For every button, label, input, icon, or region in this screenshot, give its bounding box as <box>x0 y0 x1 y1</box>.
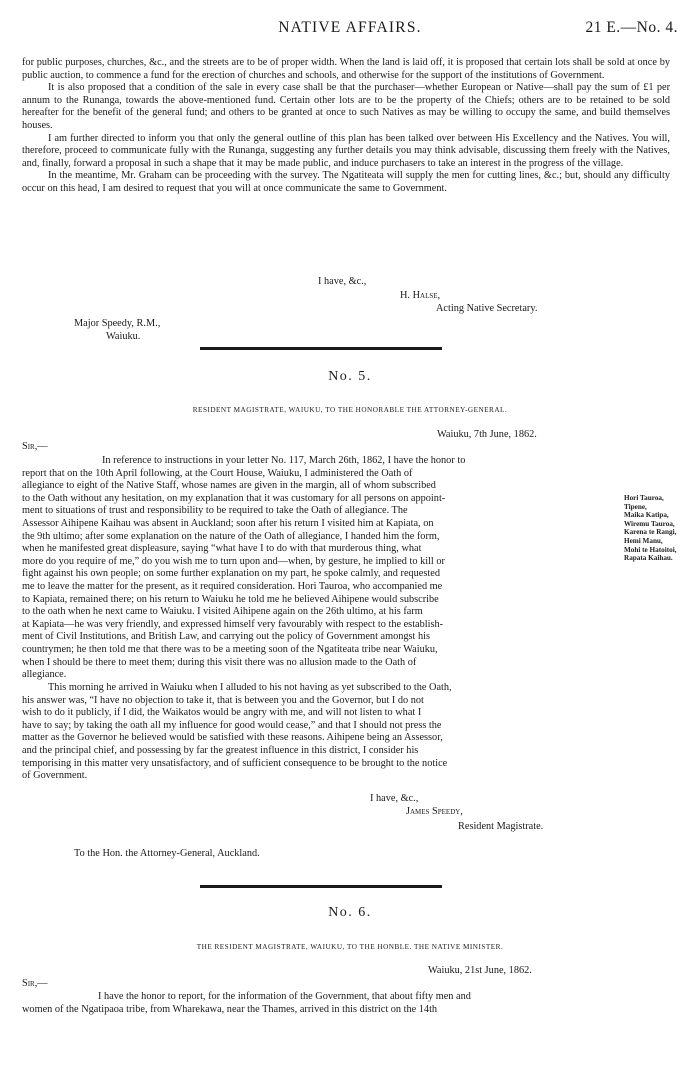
paragraph: I am further directed to inform you that only the general outline of this plan has been talked over between His Excellency and the Natives. You will, therefore, proceed to communicate fully with the Runanga, suggesting any further details you may think advisable, discussing them freely with the Natives, and, finally, forward a proposal in such a shape that it may be made public, and induce purchasers to take an interest in the progress of the village. <box>22 132 670 169</box>
letter-number: No. 6. <box>328 905 372 920</box>
paragraph: It is also proposed that a condition of the sale in every case shall be that the purchaser—whether European or Native—shall pay the sum of £1 per annum to the Runanga, towards the above-mentioned fund. Certain other lots are to be the property of the Chiefs; others are to be retained to be sold hereafter for the benefit of the general fund; and others to be granted at once to such Natives as may be willing to occupy the same, and build themselves houses. <box>22 82 670 131</box>
section-divider <box>200 347 442 350</box>
page-header-number: 21 E.—No. 4. <box>585 19 678 36</box>
text-line: This morning he arrived in Waiuku when I alluded to his not having as yet subscribed to the Oath, <box>48 682 452 693</box>
signer-title: Acting Native Secretary. <box>436 303 538 314</box>
text-line: ment of Civil Institutions, and British Law, and carrying out the policy of Government amongst his <box>22 631 430 643</box>
addressee-place: Waiuku. <box>106 331 141 342</box>
text-line: matter as the Governor he believed would be satisfied with these reasons. Aihipene being an Assessor, <box>22 732 443 744</box>
text-line: to Kapiata, remained there; on his return to Waiuku he told me he believed Aihipene would subscribe <box>22 593 439 605</box>
signer-name: James Speedy, <box>406 806 463 817</box>
text-line: the 9th ultimo; after some explanation on the nature of the Oath of allegiance, I handed him the form, <box>22 530 440 542</box>
text-line: wish to do it publicly, if I did, the Waikatos would be angry with me, and will not listen to what I <box>22 707 422 719</box>
margin-name: Rapata Kaihau. <box>624 554 673 563</box>
letter-4-body <box>22 57 670 196</box>
salutation: Sir,— <box>22 441 48 452</box>
addressee: To the Hon. the Attorney-General, Auckland. <box>74 848 260 859</box>
signer-title: Resident Magistrate. <box>458 821 544 832</box>
place-date: Waiuku, 21st June, 1862. <box>428 965 532 976</box>
page-header-title: NATIVE AFFAIRS. <box>278 19 422 36</box>
text-line: at Kapiata—he was very friendly, and expressed himself very favourably with respect to the establish- <box>22 618 444 630</box>
margin-names <box>624 494 694 563</box>
text-line: ment to situations of trust and responsibility to be required to take the Oath of allegiance. The <box>22 505 408 517</box>
text-line: of Government. <box>22 770 88 782</box>
text-line: me to leave the matter for the present, as it required consideration. Hori Tauroa, who accompanied me <box>22 580 443 592</box>
text-line: fight against his own people; on some further explanation on my part, he spoke calmly, and requested <box>22 568 440 580</box>
letter-route: THE RESIDENT MAGISTRATE, WAIUKU, TO THE HONBLE. THE NATIVE MINISTER. <box>196 943 504 951</box>
place-date: Waiuku, 7th June, 1862. <box>437 429 537 440</box>
salutation: Sir,— <box>22 978 48 989</box>
text-line: In reference to instructions in your letter No. 117, March 26th, 1862, I have the honor to <box>102 455 466 466</box>
addressee-name: Major Speedy, R.M., <box>74 318 161 329</box>
text-line: temporising in this matter very unsatisfactory, and of sufficient consequence to be brought to the notice <box>22 757 448 769</box>
text-line: to the Oath without any hesitation, on my explanation that it was customary for all persons on appoint- <box>22 492 446 504</box>
text-line: allegiance. <box>22 669 67 681</box>
margin-name: Tipene, <box>624 502 647 511</box>
text-line: and the principal chief, and possessing by far the greatest influence in this district, I consider his <box>22 744 419 756</box>
text-line: report that on the 10th April following, at the Court House, Waiuku, I administered the Oath of <box>22 467 413 479</box>
text-line: I have the honor to report, for the information of the Government, that about fifty men and <box>98 991 471 1002</box>
text-line: when I should be there to meet them; during this visit there was no allusion made to the Oath of <box>22 656 417 668</box>
margin-name: Hemi Manu, <box>624 536 663 545</box>
letter-5-paragraph-1 <box>22 455 622 682</box>
letter-route: RESIDENT MAGISTRATE, WAIUKU, TO THE HONORABLE THE ATTORNEY-GENERAL. <box>192 406 508 414</box>
closing: I have, &c., <box>318 276 367 287</box>
margin-name: Wiremu Tauroa, <box>624 519 675 528</box>
margin-name: Karena te Rangi, <box>624 528 677 537</box>
text-line: his answer was, “I have no objection to take it, that is between you and the Governor, but I do not <box>22 694 424 706</box>
text-line: countrymen; he then told me that there was to be a meeting soon of the Ngatiteata tribe near Waiuku, <box>22 643 438 655</box>
closing: I have, &c., <box>370 793 419 804</box>
letter-number: No. 5. <box>328 369 372 384</box>
text-line: to the oath when he next came to Waiuku. I visited Aihipene again on the 26th ultimo, at his farm <box>22 606 423 618</box>
margin-name: Hori Tauroa, <box>624 494 664 502</box>
letter-6-body <box>22 991 670 1016</box>
section-divider <box>200 885 442 888</box>
paragraph: for public purposes, churches, &c., and the streets are to be of proper width. When the land is laid off, it is proposed that certain lots shall be sold at once by public auction, to commence a fund for the erection of churches and schools, and otherwise for the support of the institutions of Government. <box>22 57 670 81</box>
signer-name: H. Halse, <box>400 290 441 301</box>
text-line: women of the Ngatipaoa tribe, from Wharekawa, near the Thames, arrived in this district on the 14th <box>22 1003 438 1015</box>
paragraph: In the meantime, Mr. Graham can be proceeding with the survey. The Ngatiteata will supply the men for cutting lines, &c.; but, should any difficulty occur on this head, I am desired to request that you will at once communicate the same to Government. <box>22 170 670 194</box>
margin-name: Maika Katipa, <box>624 511 669 520</box>
text-line: allegiance to eight of the Native Staff, whose names are given in the margin, all of whom subscribed <box>22 480 436 492</box>
margin-name: Mohi te Hatoitoi, <box>624 545 677 554</box>
text-line: when he manifested great displeasure, saying “what have I to do with that murderous thing, what <box>22 543 422 555</box>
text-line: Assessor Aihipene Kaihau was absent in Auckland; soon after his return I visited him at Kapiata, on <box>22 517 434 529</box>
text-line: have to say; by taking the oath all my influence for good would cease,” and that I should not press the <box>22 719 442 731</box>
text-line: more do you require of me,” do you wish me to turn upon and—when, by gesture, he implied to kill or <box>22 555 445 567</box>
letter-5-paragraph-2 <box>22 682 670 783</box>
